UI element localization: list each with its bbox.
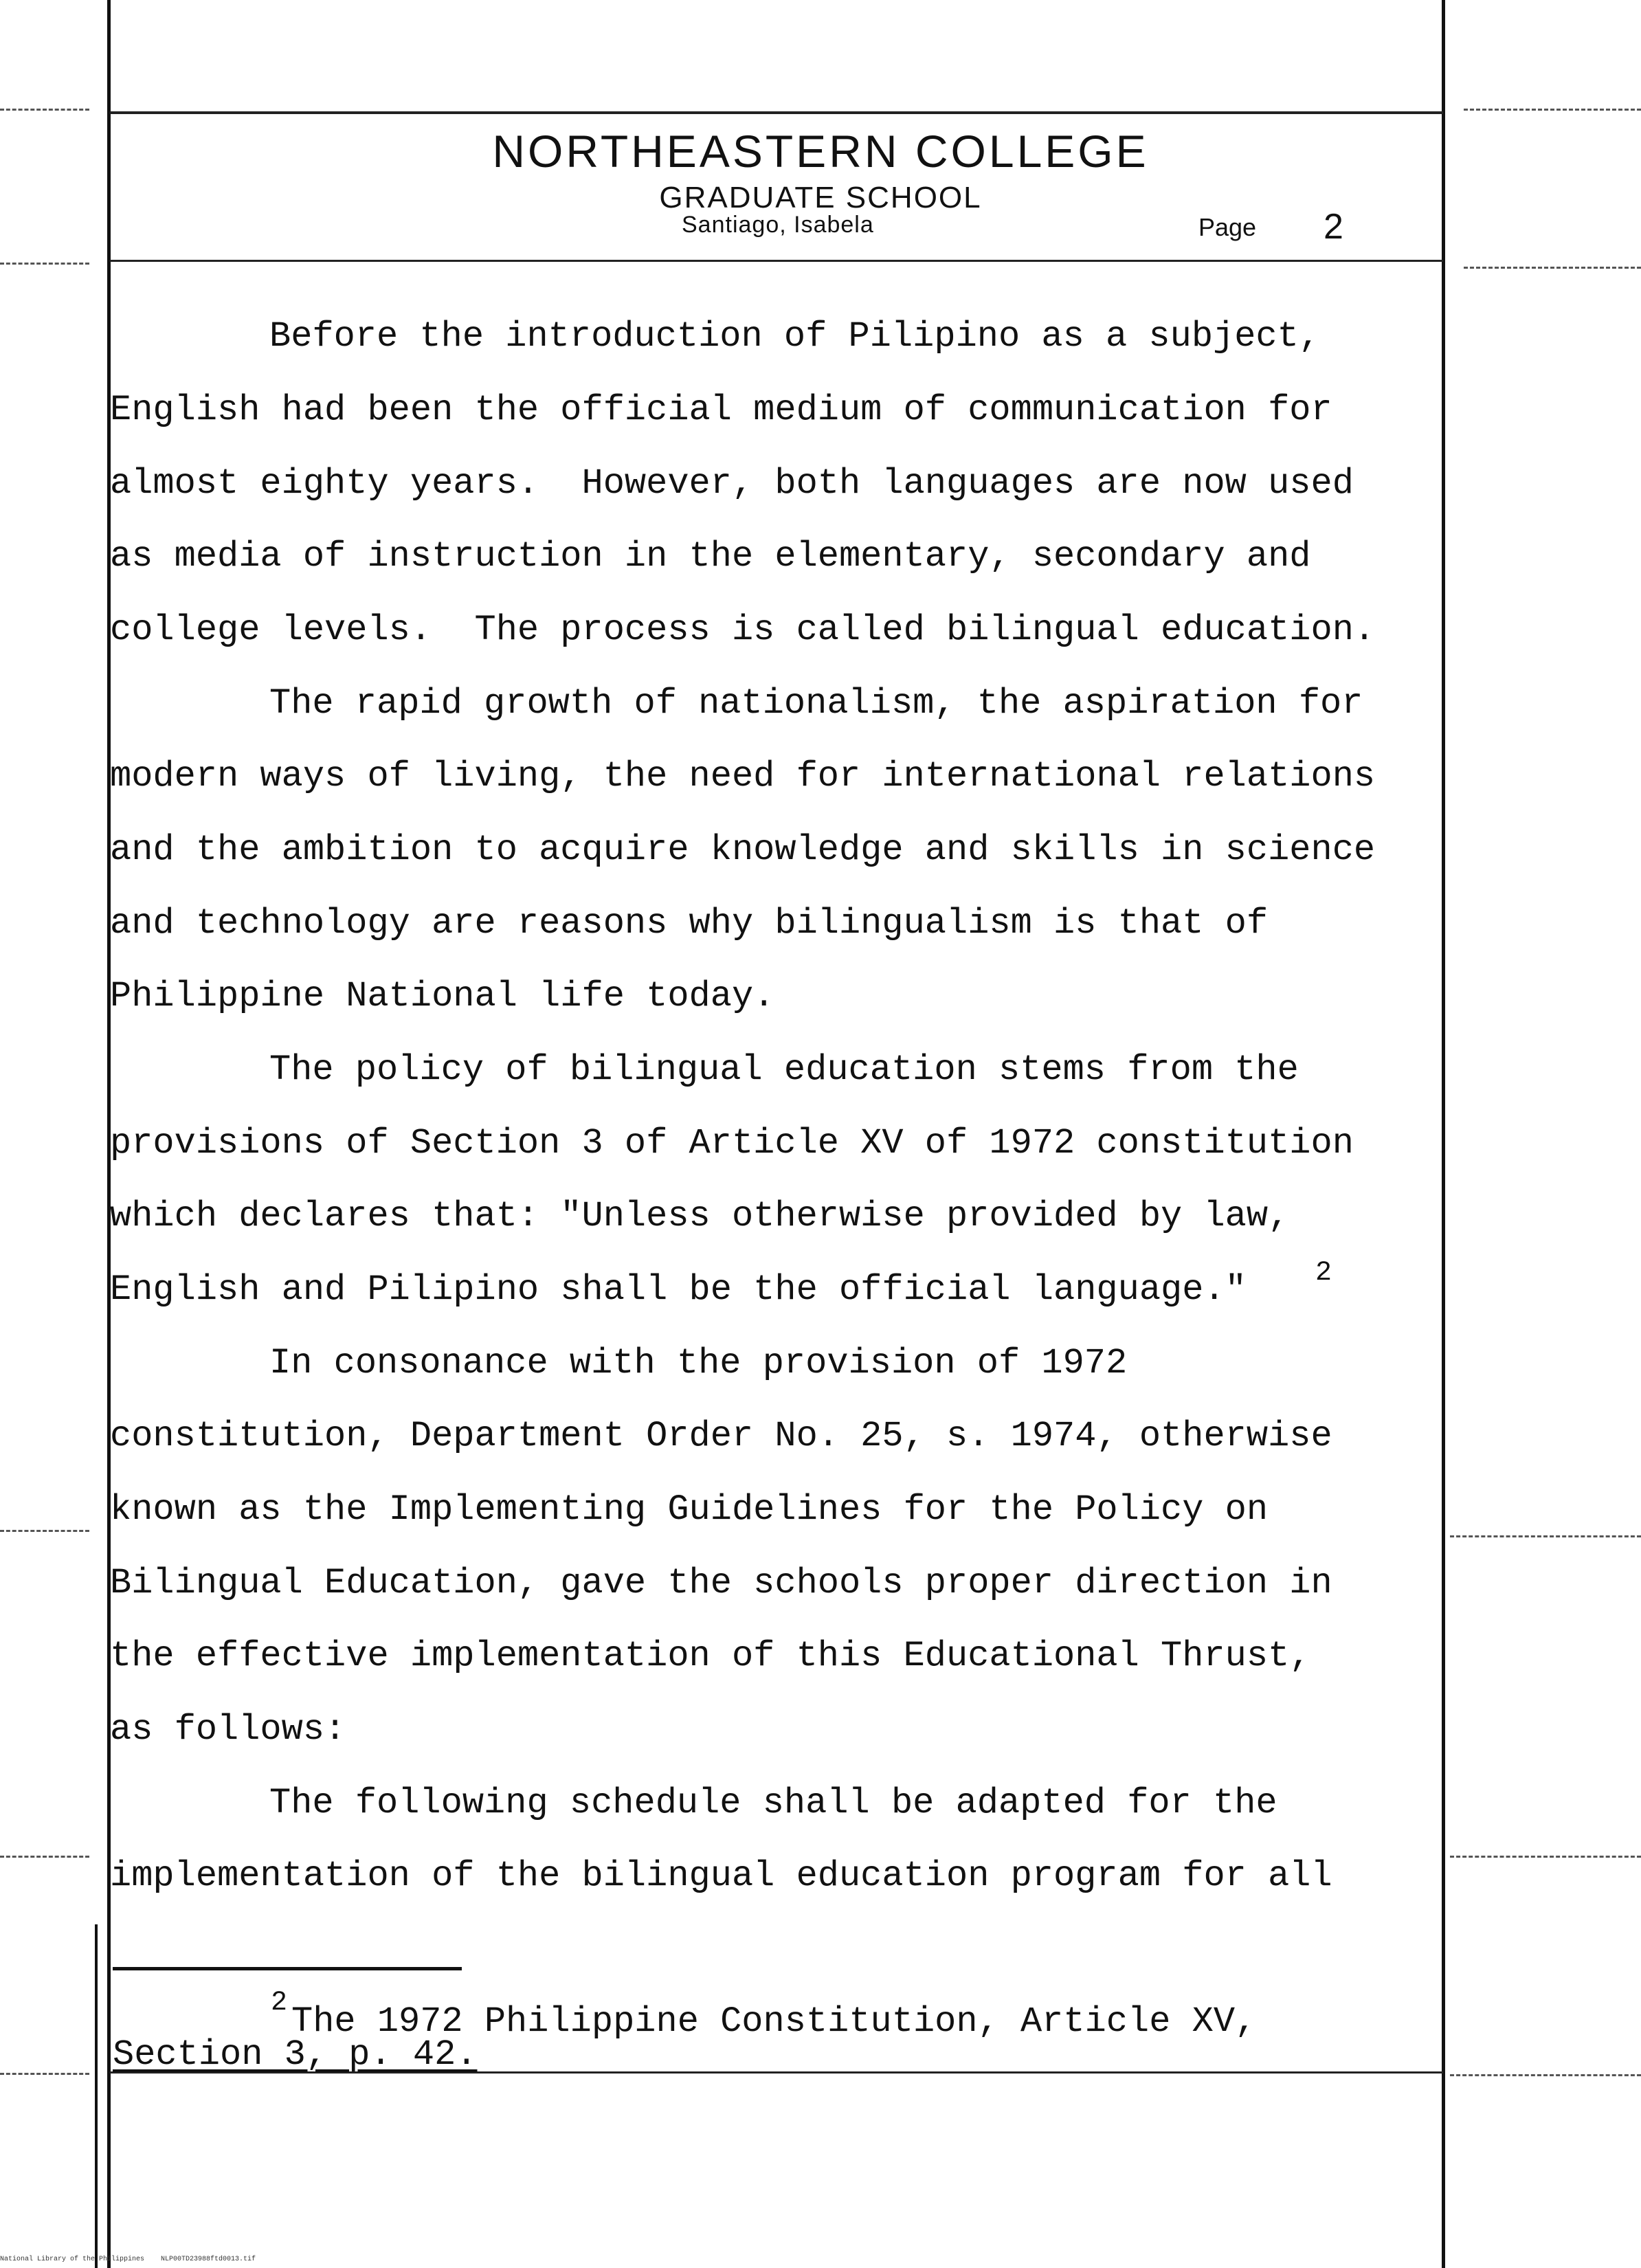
body-line: as follows: — [110, 1709, 346, 1750]
body-line: implementation of the bilingual education program for all — [110, 1856, 1332, 1896]
right-edge-dash — [1450, 2074, 1641, 2076]
page-label: Page — [1198, 213, 1257, 241]
body-line: In consonance with the provision of 1972 — [269, 1343, 1128, 1383]
body-line: The following schedule shall be adapted for the — [269, 1783, 1277, 1823]
left-edge-dash — [0, 2073, 89, 2075]
location: Santiago, Isabela — [682, 212, 874, 238]
footnote-mark: 2 — [271, 1988, 288, 2019]
body-line: English had been the official medium of communication for — [110, 390, 1332, 430]
letterhead — [0, 124, 1641, 216]
body-line: The rapid growth of nationalism, the aspiration for — [269, 683, 1363, 724]
body-line: as media of instruction in the elementary, secondary and — [110, 536, 1311, 577]
footnote-reference: 2 — [1315, 1258, 1332, 1289]
footnote-text: The 1972 Philippine Constitution, Article XV, — [291, 2001, 1257, 2042]
right-edge-dash — [1464, 267, 1641, 269]
left-edge-dash — [0, 1530, 89, 1532]
body-line: constitution, Department Order No. 25, s. 1974, otherwise — [110, 1416, 1332, 1456]
scan-watermark: National Library of the Philippines NLP00TD23988ftd0013.tif — [0, 2256, 256, 2263]
institution-name: NORTHEASTERN COLLEGE — [492, 126, 1149, 177]
left-edge-dash — [0, 263, 89, 265]
inner-left-line — [95, 1924, 98, 2268]
header-bottom-rule — [110, 260, 1443, 262]
body-line: and technology are reasons why bilingualism is that of — [110, 903, 1269, 944]
body-line: The policy of bilingual education stems from the — [269, 1049, 1299, 1090]
body-line: Philippine National life today. — [110, 976, 775, 1016]
body-line: modern ways of living, the need for international relations — [110, 756, 1376, 797]
school-name: GRADUATE SCHOOL — [659, 181, 982, 214]
left-edge-dash — [0, 109, 89, 111]
body-line: known as the Implementing Guidelines for the Policy on — [110, 1489, 1269, 1530]
left-edge-dash — [0, 1856, 89, 1858]
body-line: the effective implementation of this Educational Thrust, — [110, 1636, 1311, 1676]
body-line: Before the introduction of Pilipino as a subject, — [269, 316, 1321, 357]
right-edge-dash — [1464, 109, 1641, 111]
footnote-divider — [113, 1967, 462, 1970]
body-line: almost eighty years. However, both languages are now used — [110, 463, 1354, 504]
body-line: provisions of Section 3 of Article XV of 1972 constitution — [110, 1123, 1354, 1164]
right-margin-line — [1442, 0, 1445, 2268]
body-line: which declares that: "Unless otherwise provided by law, — [110, 1196, 1290, 1236]
page-number: 2 — [1324, 207, 1343, 247]
header-top-rule — [110, 111, 1443, 114]
footnote-text-continued: Section 3, p. 42. — [113, 2034, 478, 2075]
body-line: Bilingual Education, gave the schools proper direction in — [110, 1563, 1332, 1603]
body-line: and the ambition to acquire knowledge and skills in science — [110, 830, 1376, 870]
body-line: college levels. The process is called bilingual education. — [110, 610, 1376, 650]
right-edge-dash — [1450, 1535, 1641, 1537]
body-line: English and Pilipino shall be the official language." — [110, 1269, 1247, 1310]
right-edge-dash — [1450, 1856, 1641, 1858]
